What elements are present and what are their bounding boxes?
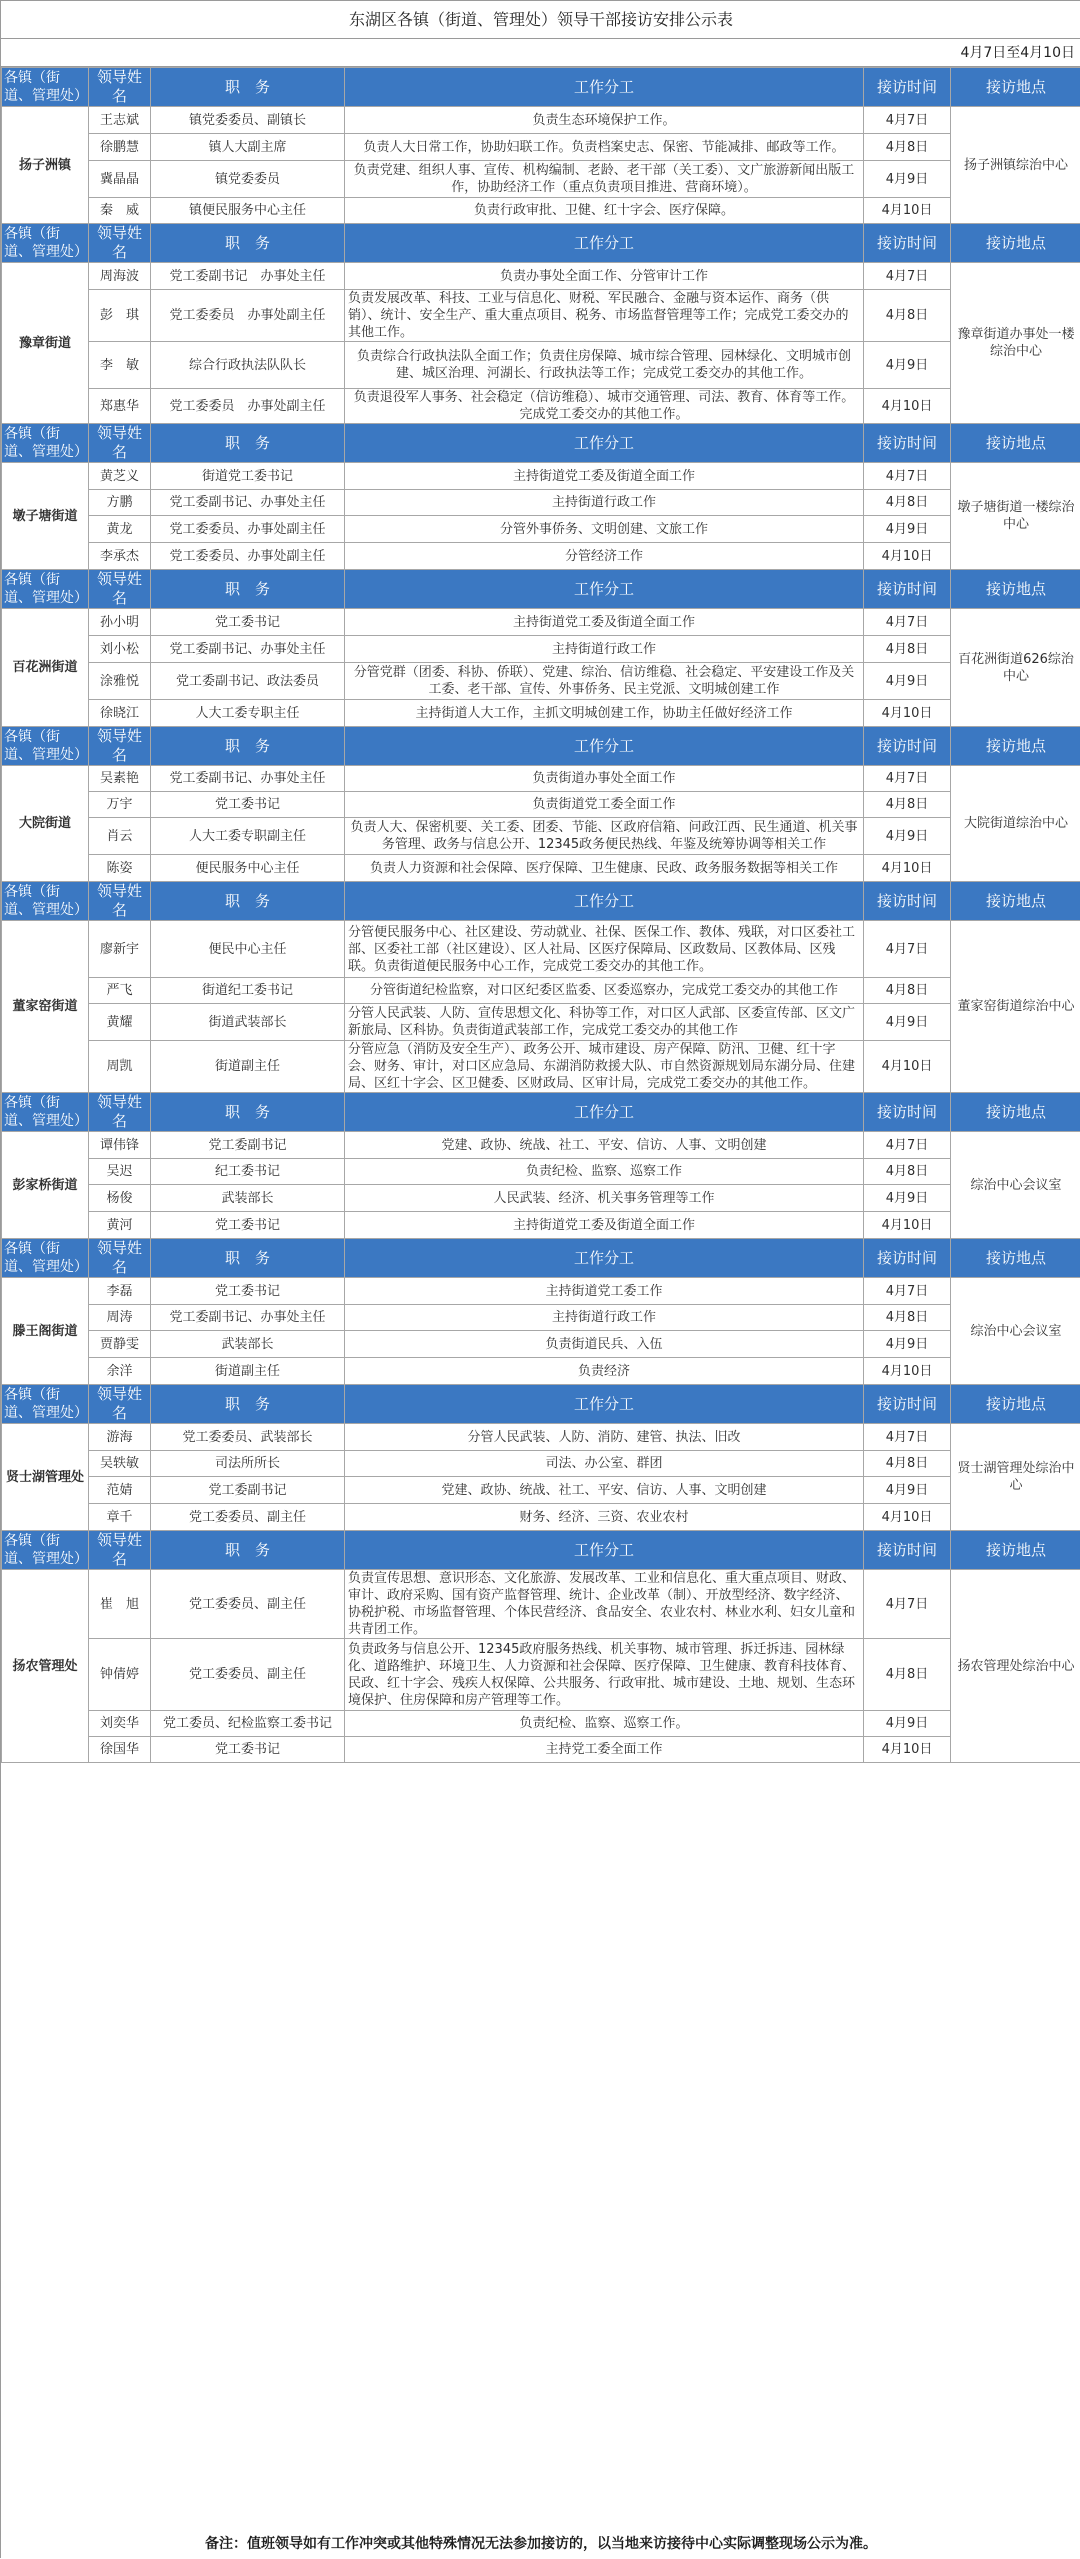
position-cell: 党工委委员、副主任: [151, 1504, 345, 1531]
table-row: [2, 766, 1080, 792]
visit-time-cell: 4月8日: [864, 1159, 951, 1185]
position-cell: 党工委副书记、办事处主任: [151, 766, 345, 792]
visit-time-cell: 4月8日: [864, 978, 951, 1004]
table-row: [2, 1477, 1080, 1504]
leader-name-cell: 李承杰: [89, 543, 151, 570]
duty-cell: 主持街道行政工作: [345, 636, 864, 663]
unit-name-cell: 滕王阁街道: [2, 1278, 89, 1385]
duty-cell: 负责经济: [345, 1358, 864, 1385]
unit-name-cell: 彭家桥街道: [2, 1132, 89, 1239]
header-position-cell: 职 务: [151, 424, 345, 463]
position-cell: 党工委副书记: [151, 1477, 345, 1504]
table-row: [2, 1159, 1080, 1185]
duty-cell: 负责人大日常工作，协助妇联工作。负责档案史志、保密、节能减排、邮政等工作。: [345, 134, 864, 161]
visit-time-cell: 4月7日: [864, 921, 951, 978]
table-row: [2, 1424, 1080, 1451]
table-row: [2, 700, 1080, 727]
leader-name-cell: 黄耀: [89, 1004, 151, 1041]
header-unit-cell: 各镇（街道、管理处）: [2, 570, 89, 609]
header-name-cell: 领导姓名: [89, 1239, 151, 1278]
unit-name-cell: 百花洲街道: [2, 609, 89, 727]
position-cell: 街道武装部长: [151, 1004, 345, 1041]
section-header-row: [2, 424, 1080, 463]
duty-cell: 人民武装、经济、机关事务管理等工作: [345, 1185, 864, 1212]
duty-cell: 分管外事侨务、文明创建、文旅工作: [345, 516, 864, 543]
header-place-cell: 接访地点: [951, 882, 1080, 921]
visit-time-cell: 4月10日: [864, 1041, 951, 1093]
table-row: [2, 490, 1080, 516]
header-duty-cell: 工作分工: [345, 1385, 864, 1424]
visit-place-cell: 大院街道综治中心: [951, 766, 1080, 882]
leader-name-cell: 刘小松: [89, 636, 151, 663]
section-header-row: [2, 1239, 1080, 1278]
duty-cell: 负责纪检、监察、巡察工作。: [345, 1711, 864, 1737]
position-cell: 党工委副书记: [151, 1132, 345, 1159]
header-position-cell: 职 务: [151, 1385, 345, 1424]
unit-name-cell: 墩子塘街道: [2, 463, 89, 570]
unit-name-cell: 扬子洲镇: [2, 107, 89, 224]
unit-name-cell: 董家窑街道: [2, 921, 89, 1093]
position-cell: 党工委副书记、政法委员: [151, 663, 345, 700]
leader-name-cell: 吴迟: [89, 1159, 151, 1185]
visit-time-cell: 4月8日: [864, 1451, 951, 1477]
duty-cell: 负责街道民兵、入伍: [345, 1331, 864, 1358]
visit-time-cell: 4月10日: [864, 543, 951, 570]
table-row: [2, 290, 1080, 342]
header-position-cell: 职 务: [151, 224, 345, 263]
visit-time-cell: 4月8日: [864, 1639, 951, 1711]
header-unit-cell: 各镇（街道、管理处）: [2, 1531, 89, 1570]
header-time-cell: 接访时间: [864, 727, 951, 766]
table-row: [2, 636, 1080, 663]
header-time-cell: 接访时间: [864, 1093, 951, 1132]
table-row: [2, 1185, 1080, 1212]
visit-time-cell: 4月9日: [864, 1711, 951, 1737]
position-cell: 党工委副书记、办事处主任: [151, 636, 345, 663]
table-row: [2, 855, 1080, 882]
schedule-table: [1, 67, 1080, 1763]
visit-time-cell: 4月7日: [864, 263, 951, 290]
unit-name-cell: 大院街道: [2, 766, 89, 882]
header-name-cell: 领导姓名: [89, 1093, 151, 1132]
duty-cell: 分管党群（团委、科协、侨联）、党建、综治、信访维稳、社会稳定、平安建设工作及关工委、老干部、宣传、外事侨务、民主党派、文明城创建工作: [345, 663, 864, 700]
leader-name-cell: 郑惠华: [89, 389, 151, 424]
duty-cell: 负责宣传思想、意识形态、文化旅游、发展改革、工业和信息化、重大重点项目、财政、审计、政府采购、国有资产监督管理、统计、企业改革（制）、开放型经济、数字经济、协税护税、市场监督管理、个体民营经济、食品安全、农业农村、林业水利、妇女儿童和共青团工作。: [345, 1570, 864, 1639]
position-cell: 人大工委专职副主任: [151, 818, 345, 855]
duty-cell: 财务、经济、三资、农业农村: [345, 1504, 864, 1531]
header-unit-cell: 各镇（街道、管理处）: [2, 727, 89, 766]
header-place-cell: 接访地点: [951, 1385, 1080, 1424]
duty-cell: 负责退役军人事务、社会稳定（信访维稳）、城市交通管理、司法、教育、体育等工作。完成党工委交办的其他工作。: [345, 389, 864, 424]
header-time-cell: 接访时间: [864, 1385, 951, 1424]
table-row: [2, 1212, 1080, 1239]
table-row: [2, 921, 1080, 978]
visit-time-cell: 4月9日: [864, 516, 951, 543]
visit-time-cell: 4月9日: [864, 1477, 951, 1504]
visit-place-cell: 综治中心会议室: [951, 1278, 1080, 1385]
header-duty-cell: 工作分工: [345, 882, 864, 921]
leader-name-cell: 冀晶晶: [89, 161, 151, 198]
header-name-cell: 领导姓名: [89, 570, 151, 609]
duty-cell: 分管人民武装、人防、宣传思想文化、科协等工作，对口区人武部、区委宣传部、区文广新旅局、区科协。负责街道武装部工作，完成党工委交办的其他工作: [345, 1004, 864, 1041]
leader-name-cell: 方鹏: [89, 490, 151, 516]
leader-name-cell: 彭 琪: [89, 290, 151, 342]
header-name-cell: 领导姓名: [89, 882, 151, 921]
unit-name-cell: 贤士湖管理处: [2, 1424, 89, 1531]
position-cell: 人大工委专职主任: [151, 700, 345, 727]
table-row: [2, 389, 1080, 424]
leader-name-cell: 周海波: [89, 263, 151, 290]
table-row: [2, 792, 1080, 818]
page-title: 东湖区各镇（街道、管理处）领导干部接访安排公示表: [1, 1, 1080, 39]
table-row: [2, 1305, 1080, 1331]
visit-time-cell: 4月10日: [864, 855, 951, 882]
duty-cell: 分管街道纪检监察，对口区纪委区监委、区委巡察办，完成党工委交办的其他工作: [345, 978, 864, 1004]
table-row: [2, 543, 1080, 570]
leader-name-cell: 廖新宇: [89, 921, 151, 978]
duty-cell: 党建、政协、统战、社工、平安、信访、人事、文明创建: [345, 1132, 864, 1159]
section-header-row: [2, 1093, 1080, 1132]
table-row: [2, 1331, 1080, 1358]
position-cell: 镇党委委员: [151, 161, 345, 198]
header-time-cell: 接访时间: [864, 424, 951, 463]
duty-cell: 主持街道党工委及街道全面工作: [345, 609, 864, 636]
duty-cell: 负责行政审批、卫健、红十字会、医疗保障。: [345, 198, 864, 224]
visit-time-cell: 4月9日: [864, 818, 951, 855]
duty-cell: 负责纪检、监察、巡察工作: [345, 1159, 864, 1185]
leader-name-cell: 周涛: [89, 1305, 151, 1331]
duty-cell: 主持街道行政工作: [345, 1305, 864, 1331]
leader-name-cell: 徐晓江: [89, 700, 151, 727]
visit-time-cell: 4月9日: [864, 1004, 951, 1041]
position-cell: 党工委书记: [151, 609, 345, 636]
leader-name-cell: 王志斌: [89, 107, 151, 134]
position-cell: 镇党委委员、副镇长: [151, 107, 345, 134]
position-cell: 党工委委员 办事处副主任: [151, 389, 345, 424]
position-cell: 镇便民服务中心主任: [151, 198, 345, 224]
visit-time-cell: 4月10日: [864, 389, 951, 424]
header-position-cell: 职 务: [151, 1093, 345, 1132]
duty-cell: 分管应急（消防及安全生产）、政务公开、城市建设、房产保障、防汛、卫健、红十字会、财务、审计，对口区应急局、东湖消防救援大队、市自然资源规划局东湖分局、住建局、区红十字会、区卫健委、区财政局、区审计局，完成党工委交办的其他工作。: [345, 1041, 864, 1093]
date-range: 4月7日至4月10日: [1, 39, 1080, 67]
duty-cell: 负责街道党工委全面工作: [345, 792, 864, 818]
position-cell: 党工委副书记、办事处主任: [151, 490, 345, 516]
header-time-cell: 接访时间: [864, 68, 951, 107]
section-header-row: [2, 1531, 1080, 1570]
visit-place-cell: 墩子塘街道一楼综治中心: [951, 463, 1080, 570]
duty-cell: 负责政务与信息公开、12345政府服务热线、机关事物、城市管理、拆迁拆违、园林绿化、道路维护、环境卫生、人力资源和社会保障、医疗保障、卫生健康、教育科技体育、民政、红十字会、残疾人权保障、公共服务、行政审批、城市建设、土地、规划、生态环境保护、住房保障和房产管理等工作。: [345, 1639, 864, 1711]
duty-cell: 分管经济工作: [345, 543, 864, 570]
visit-place-cell: 董家窑街道综治中心: [951, 921, 1080, 1093]
duty-cell: 主持街道党工委工作: [345, 1278, 864, 1305]
table-row: [2, 1737, 1080, 1763]
header-duty-cell: 工作分工: [345, 727, 864, 766]
header-unit-cell: 各镇（街道、管理处）: [2, 882, 89, 921]
header-time-cell: 接访时间: [864, 1239, 951, 1278]
header-place-cell: 接访地点: [951, 424, 1080, 463]
visit-time-cell: 4月9日: [864, 161, 951, 198]
table-row: [2, 818, 1080, 855]
table-row: [2, 134, 1080, 161]
leader-name-cell: 吴素艳: [89, 766, 151, 792]
leader-name-cell: 游海: [89, 1424, 151, 1451]
table-row: [2, 342, 1080, 389]
visit-time-cell: 4月7日: [864, 1278, 951, 1305]
position-cell: 党工委副书记 办事处主任: [151, 263, 345, 290]
duty-cell: 党建、政协、统战、社工、平安、信访、人事、文明创建: [345, 1477, 864, 1504]
visit-time-cell: 4月9日: [864, 663, 951, 700]
visit-time-cell: 4月10日: [864, 1358, 951, 1385]
header-place-cell: 接访地点: [951, 1093, 1080, 1132]
table-row: [2, 1358, 1080, 1385]
leader-name-cell: 谭伟锋: [89, 1132, 151, 1159]
position-cell: 党工委书记: [151, 1212, 345, 1239]
duty-cell: 负责街道办事处全面工作: [345, 766, 864, 792]
leader-name-cell: 李磊: [89, 1278, 151, 1305]
position-cell: 便民中心主任: [151, 921, 345, 978]
leader-name-cell: 孙小明: [89, 609, 151, 636]
table-row: [2, 1451, 1080, 1477]
header-duty-cell: 工作分工: [345, 424, 864, 463]
section-header-row: [2, 224, 1080, 263]
header-place-cell: 接访地点: [951, 224, 1080, 263]
table-row: [2, 1570, 1080, 1639]
table-row: [2, 1639, 1080, 1711]
duty-cell: 分管便民服务中心、社区建设、劳动就业、社保、医保工作、教体、残联，对口区委社工部、区委社工部（社区建设）、区人社局、区医疗保障局、区政数局、区教体局、区残联。负责街道便民服务中心工作，完成党工委交办的其他工作。: [345, 921, 864, 978]
visit-time-cell: 4月10日: [864, 700, 951, 727]
visit-time-cell: 4月7日: [864, 1132, 951, 1159]
position-cell: 党工委副书记、办事处主任: [151, 1305, 345, 1331]
leader-name-cell: 余洋: [89, 1358, 151, 1385]
visit-time-cell: 4月9日: [864, 1331, 951, 1358]
leader-name-cell: 涂雅悦: [89, 663, 151, 700]
leader-name-cell: 徐国华: [89, 1737, 151, 1763]
section-header-row: [2, 570, 1080, 609]
duty-cell: 负责人力资源和社会保障、医疗保障、卫生健康、民政、政务服务数据等相关工作: [345, 855, 864, 882]
leader-name-cell: 万宇: [89, 792, 151, 818]
duty-cell: 主持街道行政工作: [345, 490, 864, 516]
header-time-cell: 接访时间: [864, 224, 951, 263]
visit-time-cell: 4月7日: [864, 1570, 951, 1639]
position-cell: 党工委书记: [151, 1278, 345, 1305]
header-unit-cell: 各镇（街道、管理处）: [2, 1385, 89, 1424]
table-row: [2, 516, 1080, 543]
duty-cell: 负责办事处全面工作、分管审计工作: [345, 263, 864, 290]
header-time-cell: 接访时间: [864, 882, 951, 921]
visit-time-cell: 4月10日: [864, 1504, 951, 1531]
header-duty-cell: 工作分工: [345, 1093, 864, 1132]
header-duty-cell: 工作分工: [345, 224, 864, 263]
header-name-cell: 领导姓名: [89, 1531, 151, 1570]
position-cell: 党工委委员、办事处副主任: [151, 543, 345, 570]
header-place-cell: 接访地点: [951, 1531, 1080, 1570]
position-cell: 武装部长: [151, 1331, 345, 1358]
table-row: [2, 1041, 1080, 1093]
duty-cell: 负责党建、组织人事、宣传、机构编制、老龄、老干部（关工委）、文广旅游新闻出版工作，协助经济工作（重点负责项目推进、营商环境）。: [345, 161, 864, 198]
position-cell: 党工委委员、办事处副主任: [151, 516, 345, 543]
leader-name-cell: 刘奕华: [89, 1711, 151, 1737]
duty-cell: 主持街道党工委及街道全面工作: [345, 463, 864, 490]
visit-time-cell: 4月7日: [864, 766, 951, 792]
leader-name-cell: 贾静雯: [89, 1331, 151, 1358]
leader-name-cell: 李 敏: [89, 342, 151, 389]
visit-time-cell: 4月8日: [864, 636, 951, 663]
position-cell: 党工委委员、武装部长: [151, 1424, 345, 1451]
unit-name-cell: 豫章街道: [2, 263, 89, 424]
leader-name-cell: 黄河: [89, 1212, 151, 1239]
position-cell: 党工委委员、副主任: [151, 1570, 345, 1639]
header-name-cell: 领导姓名: [89, 424, 151, 463]
header-time-cell: 接访时间: [864, 1531, 951, 1570]
leader-name-cell: 范婧: [89, 1477, 151, 1504]
table-row: [2, 1132, 1080, 1159]
visit-time-cell: 4月9日: [864, 342, 951, 389]
header-duty-cell: 工作分工: [345, 68, 864, 107]
visit-time-cell: 4月7日: [864, 1424, 951, 1451]
duty-cell: 司法、办公室、群团: [345, 1451, 864, 1477]
position-cell: 党工委员、纪检监察工委书记: [151, 1711, 345, 1737]
section-header-row: [2, 68, 1080, 107]
leader-name-cell: 严飞: [89, 978, 151, 1004]
visit-time-cell: 4月10日: [864, 198, 951, 224]
visit-time-cell: 4月7日: [864, 107, 951, 134]
table-row: [2, 978, 1080, 1004]
leader-name-cell: 黄龙: [89, 516, 151, 543]
visit-time-cell: 4月10日: [864, 1212, 951, 1239]
table-row: [2, 609, 1080, 636]
visit-time-cell: 4月8日: [864, 792, 951, 818]
header-duty-cell: 工作分工: [345, 1531, 864, 1570]
header-unit-cell: 各镇（街道、管理处）: [2, 1239, 89, 1278]
leader-name-cell: 崔 旭: [89, 1570, 151, 1639]
visit-time-cell: 4月8日: [864, 134, 951, 161]
visit-place-cell: 扬农管理处综治中心: [951, 1570, 1080, 1763]
section-header-row: [2, 882, 1080, 921]
header-unit-cell: 各镇（街道、管理处）: [2, 224, 89, 263]
position-cell: 街道副主任: [151, 1358, 345, 1385]
visit-time-cell: 4月10日: [864, 1737, 951, 1763]
header-position-cell: 职 务: [151, 727, 345, 766]
header-place-cell: 接访地点: [951, 570, 1080, 609]
header-duty-cell: 工作分工: [345, 1239, 864, 1278]
footer-note: 备注：值班领导如有工作冲突或其他特殊情况无法参加接访的，以当地来访接待中心实际调整现场公示为准。: [1, 2531, 1080, 2559]
leader-name-cell: 徐鹏慧: [89, 134, 151, 161]
table-row: [2, 663, 1080, 700]
visit-time-cell: 4月8日: [864, 490, 951, 516]
visit-place-cell: 百花洲街道626综治中心: [951, 609, 1080, 727]
table-row: [2, 1278, 1080, 1305]
table-row: [2, 1004, 1080, 1041]
position-cell: 街道副主任: [151, 1041, 345, 1093]
unit-name-cell: 扬农管理处: [2, 1570, 89, 1763]
leader-name-cell: 秦 威: [89, 198, 151, 224]
header-place-cell: 接访地点: [951, 1239, 1080, 1278]
header-place-cell: 接访地点: [951, 727, 1080, 766]
position-cell: 综合行政执法队队长: [151, 342, 345, 389]
header-position-cell: 职 务: [151, 882, 345, 921]
table-row: [2, 463, 1080, 490]
leader-name-cell: 杨俊: [89, 1185, 151, 1212]
section-header-row: [2, 1385, 1080, 1424]
leader-name-cell: 黄芝义: [89, 463, 151, 490]
position-cell: 武装部长: [151, 1185, 345, 1212]
leader-name-cell: 周凯: [89, 1041, 151, 1093]
duty-cell: 负责生态环境保护工作。: [345, 107, 864, 134]
header-time-cell: 接访时间: [864, 570, 951, 609]
section-header-row: [2, 727, 1080, 766]
position-cell: 便民服务中心主任: [151, 855, 345, 882]
header-unit-cell: 各镇（街道、管理处）: [2, 1093, 89, 1132]
leader-name-cell: 肖云: [89, 818, 151, 855]
table-row: [2, 107, 1080, 134]
table-row: [2, 198, 1080, 224]
leader-name-cell: 吴轶敏: [89, 1451, 151, 1477]
table-row: [2, 161, 1080, 198]
header-position-cell: 职 务: [151, 1239, 345, 1278]
visit-time-cell: 4月8日: [864, 1305, 951, 1331]
table-row: [2, 263, 1080, 290]
position-cell: 党工委委员、副主任: [151, 1639, 345, 1711]
header-name-cell: 领导姓名: [89, 224, 151, 263]
position-cell: 党工委委员 办事处副主任: [151, 290, 345, 342]
position-cell: 党工委书记: [151, 792, 345, 818]
duty-cell: 负责综合行政执法队全面工作；负责住房保障、城市综合管理、园林绿化、文明城市创建、城区治理、河湖长、行政执法等工作；完成党工委交办的其他工作。: [345, 342, 864, 389]
header-place-cell: 接访地点: [951, 68, 1080, 107]
leader-name-cell: 钟倩婷: [89, 1639, 151, 1711]
header-name-cell: 领导姓名: [89, 1385, 151, 1424]
leader-name-cell: 陈姿: [89, 855, 151, 882]
position-cell: 镇人大副主席: [151, 134, 345, 161]
header-name-cell: 领导姓名: [89, 68, 151, 107]
position-cell: 纪工委书记: [151, 1159, 345, 1185]
position-cell: 街道纪工委书记: [151, 978, 345, 1004]
header-name-cell: 领导姓名: [89, 727, 151, 766]
table-row: [2, 1711, 1080, 1737]
table-row: [2, 1504, 1080, 1531]
visit-time-cell: 4月7日: [864, 463, 951, 490]
visit-place-cell: 扬子洲镇综治中心: [951, 107, 1080, 224]
visit-time-cell: 4月9日: [864, 1185, 951, 1212]
header-position-cell: 职 务: [151, 570, 345, 609]
duty-cell: 主持街道人大工作，主抓文明城创建工作，协助主任做好经济工作: [345, 700, 864, 727]
header-position-cell: 职 务: [151, 68, 345, 107]
header-position-cell: 职 务: [151, 1531, 345, 1570]
header-duty-cell: 工作分工: [345, 570, 864, 609]
duty-cell: 负责发展改革、科技、工业与信息化、财税、军民融合、金融与资本运作、商务（供销）、统计、安全生产、重大重点项目、税务、市场监督管理等工作；完成党工委交办的其他工作。: [345, 290, 864, 342]
header-unit-cell: 各镇（街道、管理处）: [2, 68, 89, 107]
duty-cell: 负责人大、保密机要、关工委、团委、节能、区政府信箱、问政江西、民生通道、机关事务管理、政务与信息公开、12345政务便民热线、年鉴及统筹协调等相关工作: [345, 818, 864, 855]
duty-cell: 主持街道党工委及街道全面工作: [345, 1212, 864, 1239]
visit-time-cell: 4月8日: [864, 290, 951, 342]
leader-name-cell: 章千: [89, 1504, 151, 1531]
header-unit-cell: 各镇（街道、管理处）: [2, 424, 89, 463]
duty-cell: 分管人民武装、人防、消防、建管、执法、旧改: [345, 1424, 864, 1451]
visit-time-cell: 4月7日: [864, 609, 951, 636]
visit-place-cell: 贤士湖管理处综治中心: [951, 1424, 1080, 1531]
position-cell: 街道党工委书记: [151, 463, 345, 490]
duty-cell: 主持党工委全面工作: [345, 1737, 864, 1763]
position-cell: 党工委书记: [151, 1737, 345, 1763]
visit-place-cell: 综治中心会议室: [951, 1132, 1080, 1239]
position-cell: 司法所所长: [151, 1451, 345, 1477]
visit-place-cell: 豫章街道办事处一楼综治中心: [951, 263, 1080, 424]
